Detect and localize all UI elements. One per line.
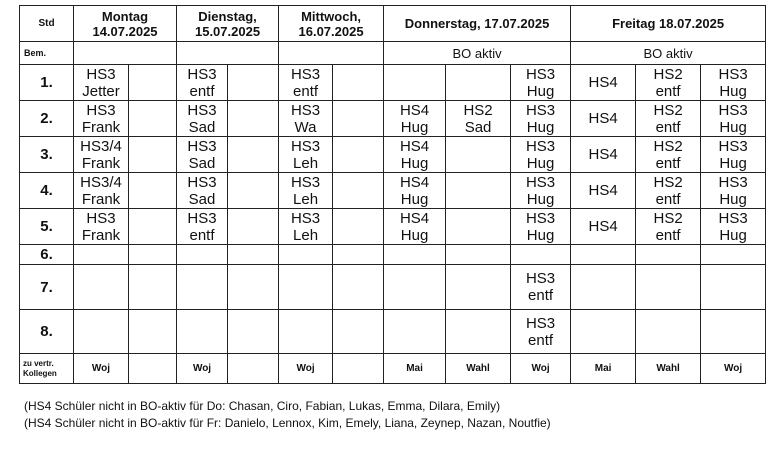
lesson-cell: HS3 Leh bbox=[279, 173, 333, 209]
day-date: 16.07.2025 bbox=[298, 23, 364, 39]
lesson-cell bbox=[446, 65, 511, 101]
lesson-cell bbox=[571, 310, 636, 354]
lesson-cell: HS4 bbox=[571, 65, 636, 101]
lesson-cell: HS3/4 Frank bbox=[74, 173, 129, 209]
lesson-cell: HS3 Hug bbox=[701, 209, 766, 245]
lesson-cell bbox=[333, 310, 384, 354]
lesson-cell: HS3 Hug bbox=[511, 101, 571, 137]
lesson-cell bbox=[701, 265, 766, 310]
substitute-cell bbox=[129, 354, 177, 384]
lesson-cell bbox=[129, 173, 177, 209]
lesson-cell: HS3 Leh bbox=[279, 137, 333, 173]
lesson-cell bbox=[74, 245, 129, 265]
lesson-cell bbox=[333, 173, 384, 209]
day-date: 14.07.2025 bbox=[92, 23, 158, 39]
substitute-cell: Mai bbox=[384, 354, 446, 384]
lesson-cell bbox=[129, 245, 177, 265]
lesson-cell bbox=[177, 265, 228, 310]
substitute-cell: Woj bbox=[701, 354, 766, 384]
lesson-cell bbox=[129, 310, 177, 354]
lesson-cell: HS3 Hug bbox=[511, 173, 571, 209]
lesson-cell: HS3 Jetter bbox=[74, 65, 129, 101]
lesson-cell: HS3 Hug bbox=[511, 209, 571, 245]
lesson-cell bbox=[571, 265, 636, 310]
day-header-thursday bbox=[384, 6, 571, 42]
period-row bbox=[20, 310, 766, 354]
lesson-cell: HS4 bbox=[571, 137, 636, 173]
period-row bbox=[20, 245, 766, 265]
substitute-cell: Woj bbox=[74, 354, 129, 384]
lesson-cell bbox=[636, 310, 701, 354]
lesson-cell: HS3 entf bbox=[177, 209, 228, 245]
remark-monday bbox=[74, 42, 177, 65]
period-number: 4. bbox=[20, 173, 74, 209]
substitute-label bbox=[20, 354, 74, 384]
period-row bbox=[20, 265, 766, 310]
lesson-cell bbox=[511, 245, 571, 265]
lesson-cell bbox=[701, 245, 766, 265]
lesson-cell bbox=[446, 137, 511, 173]
period-row bbox=[20, 101, 766, 137]
substitute-cell: Woj bbox=[279, 354, 333, 384]
lesson-cell bbox=[279, 245, 333, 265]
period-number: 5. bbox=[20, 209, 74, 245]
lesson-cell: HS3 Sad bbox=[177, 101, 228, 137]
lesson-cell: HS3 Sad bbox=[177, 173, 228, 209]
period-number: 3. bbox=[20, 137, 74, 173]
day-header-friday bbox=[571, 6, 766, 42]
substitute-row bbox=[20, 354, 766, 384]
lesson-cell bbox=[129, 101, 177, 137]
remark-label: Bem. bbox=[20, 42, 74, 65]
day-name: Freitag 18.07.2025 bbox=[612, 16, 725, 31]
lesson-cell: HS2 entf bbox=[636, 209, 701, 245]
lesson-cell bbox=[333, 101, 384, 137]
lesson-cell: HS3 Hug bbox=[701, 101, 766, 137]
substitute-label-line2: Kollegen bbox=[23, 368, 57, 378]
substitute-cell bbox=[228, 354, 279, 384]
lesson-cell: HS2 entf bbox=[636, 101, 701, 137]
lesson-cell bbox=[571, 245, 636, 265]
lesson-cell bbox=[279, 310, 333, 354]
lesson-cell: HS3 Hug bbox=[701, 137, 766, 173]
lesson-cell bbox=[333, 209, 384, 245]
period-row bbox=[20, 173, 766, 209]
lesson-cell: HS3 Wa bbox=[279, 101, 333, 137]
period-row bbox=[20, 137, 766, 173]
lesson-cell: HS4 bbox=[571, 209, 636, 245]
day-name: Mittwoch, bbox=[301, 8, 361, 24]
period-row bbox=[20, 209, 766, 245]
lesson-cell: HS4 bbox=[571, 101, 636, 137]
substitute-label-line1: zu vertr. bbox=[23, 358, 54, 368]
timetable bbox=[19, 5, 766, 384]
lesson-cell bbox=[333, 137, 384, 173]
remark-wednesday bbox=[279, 42, 384, 65]
lesson-cell bbox=[74, 310, 129, 354]
note-thursday: (HS4 Schüler nicht in BO-aktiv für Do: Chasan, Ciro, Fabian, Lukas, Emma, Dilara, Emily) bbox=[24, 399, 501, 413]
lesson-cell: HS4 Hug bbox=[384, 209, 446, 245]
substitute-cell: Wahl bbox=[636, 354, 701, 384]
day-header-wednesday bbox=[279, 6, 384, 42]
lesson-cell: HS3 entf bbox=[279, 65, 333, 101]
lesson-cell bbox=[129, 209, 177, 245]
remark-tuesday bbox=[177, 42, 279, 65]
lesson-cell bbox=[446, 173, 511, 209]
lesson-cell: HS3 Hug bbox=[511, 65, 571, 101]
lesson-cell: HS3 Hug bbox=[701, 173, 766, 209]
lesson-cell bbox=[701, 310, 766, 354]
lesson-cell bbox=[228, 245, 279, 265]
lesson-cell: HS3 entf bbox=[177, 65, 228, 101]
lesson-cell: HS2 entf bbox=[636, 173, 701, 209]
substitute-cell: Mai bbox=[571, 354, 636, 384]
lesson-cell: HS3 Hug bbox=[511, 137, 571, 173]
lesson-cell bbox=[384, 245, 446, 265]
lesson-cell: HS3 Sad bbox=[177, 137, 228, 173]
lesson-cell: HS4 Hug bbox=[384, 101, 446, 137]
lesson-cell bbox=[129, 137, 177, 173]
lesson-cell: HS2 Sad bbox=[446, 101, 511, 137]
lesson-cell bbox=[446, 245, 511, 265]
substitute-cell: Wahl bbox=[446, 354, 511, 384]
lesson-cell bbox=[177, 245, 228, 265]
lesson-cell bbox=[384, 265, 446, 310]
day-name: Montag bbox=[101, 8, 149, 24]
notes bbox=[24, 398, 551, 432]
lesson-cell: HS3 entf bbox=[511, 310, 571, 354]
lesson-cell: HS3 Leh bbox=[279, 209, 333, 245]
period-number: 6. bbox=[20, 245, 74, 265]
lesson-cell bbox=[228, 65, 279, 101]
remark-thursday: BO aktiv bbox=[384, 42, 571, 65]
substitute-cell bbox=[333, 354, 384, 384]
period-row bbox=[20, 65, 766, 101]
lesson-cell bbox=[177, 310, 228, 354]
lesson-cell bbox=[129, 65, 177, 101]
day-header-tuesday bbox=[177, 6, 279, 42]
lesson-cell: HS3 entf bbox=[511, 265, 571, 310]
lesson-cell bbox=[636, 265, 701, 310]
lesson-cell: HS3/4 Frank bbox=[74, 137, 129, 173]
lesson-cell bbox=[636, 245, 701, 265]
lesson-cell: HS4 Hug bbox=[384, 173, 446, 209]
lesson-cell bbox=[228, 101, 279, 137]
day-name: Donnerstag, 17.07.2025 bbox=[404, 16, 550, 31]
lesson-cell bbox=[279, 265, 333, 310]
lesson-cell bbox=[129, 265, 177, 310]
lesson-cell: HS2 entf bbox=[636, 137, 701, 173]
lesson-cell bbox=[333, 245, 384, 265]
remark-friday: BO aktiv bbox=[571, 42, 766, 65]
period-number: 1. bbox=[20, 65, 74, 101]
lesson-cell bbox=[228, 173, 279, 209]
note-friday: (HS4 Schüler nicht in BO-aktiv für Fr: Danielo, Lennox, Kim, Emely, Liana, Zeynep, Nazan, Noutfie) bbox=[24, 416, 551, 430]
substitute-cell: Woj bbox=[511, 354, 571, 384]
lesson-cell bbox=[228, 310, 279, 354]
period-number: 8. bbox=[20, 310, 74, 354]
period-number: 7. bbox=[20, 265, 74, 310]
lesson-cell: HS4 Hug bbox=[384, 137, 446, 173]
lesson-cell bbox=[384, 65, 446, 101]
lesson-cell: HS3 Hug bbox=[701, 65, 766, 101]
day-header-monday bbox=[74, 6, 177, 42]
day-date: 15.07.2025 bbox=[194, 23, 261, 39]
lesson-cell: HS4 bbox=[571, 173, 636, 209]
lesson-cell bbox=[333, 265, 384, 310]
lesson-cell bbox=[446, 310, 511, 354]
lesson-cell bbox=[228, 265, 279, 310]
std-header: Std bbox=[20, 6, 74, 42]
lesson-cell: HS3 Frank bbox=[74, 101, 129, 137]
day-name: Dienstag, bbox=[198, 8, 257, 24]
lesson-cell bbox=[446, 265, 511, 310]
lesson-cell bbox=[228, 209, 279, 245]
lesson-cell bbox=[446, 209, 511, 245]
remark-row bbox=[20, 42, 766, 65]
substitute-cell: Woj bbox=[177, 354, 228, 384]
lesson-cell bbox=[228, 137, 279, 173]
lesson-cell bbox=[384, 310, 446, 354]
lesson-cell bbox=[74, 265, 129, 310]
lesson-cell: HS3 Frank bbox=[74, 209, 129, 245]
period-number: 2. bbox=[20, 101, 74, 137]
header-row bbox=[20, 6, 766, 42]
lesson-cell: HS2 entf bbox=[636, 65, 701, 101]
lesson-cell bbox=[333, 65, 384, 101]
